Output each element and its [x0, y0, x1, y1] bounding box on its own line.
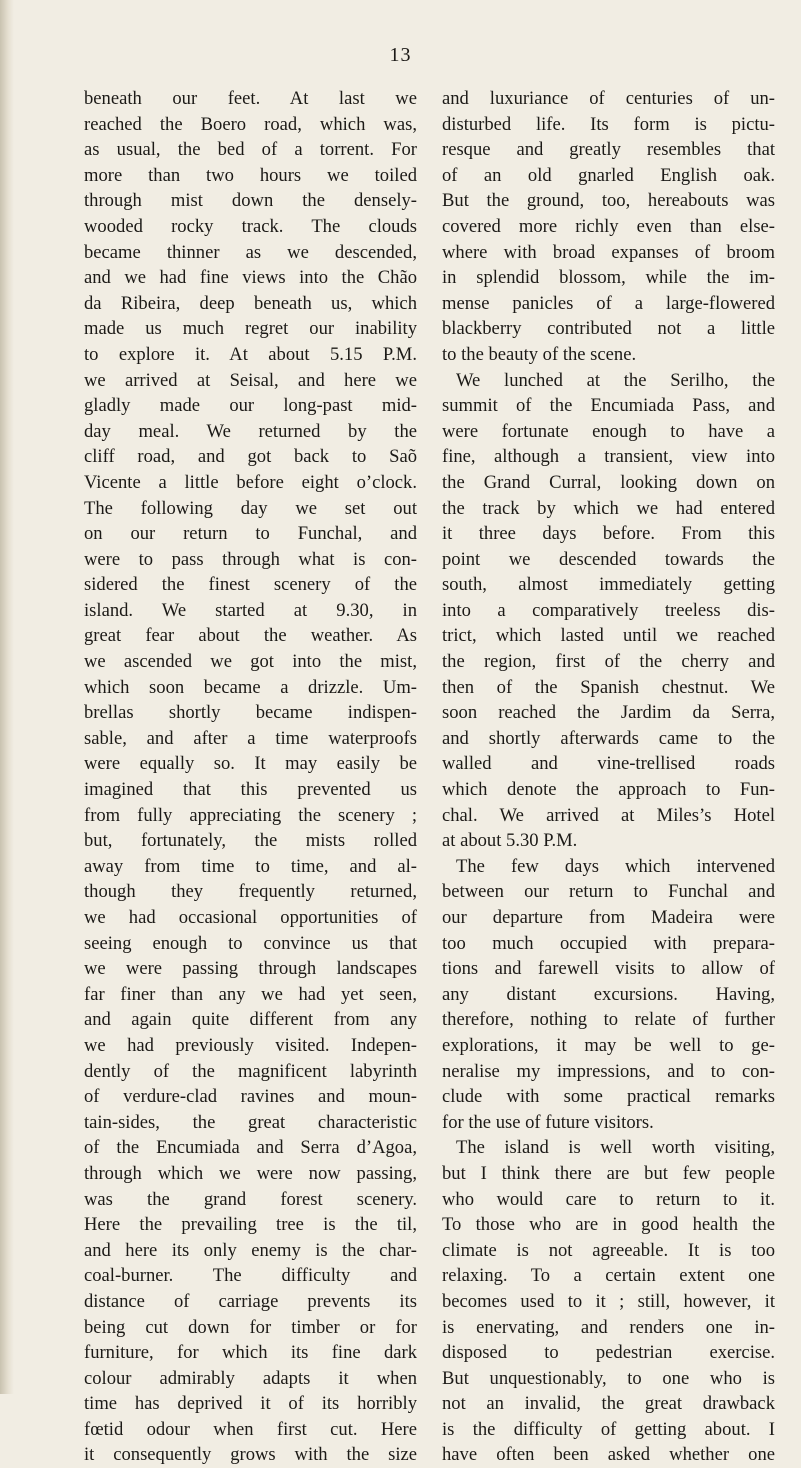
text-line: clude with some practical remarks	[442, 1086, 775, 1108]
text-line: The island is well worth visiting,	[456, 1137, 775, 1159]
text-line: of the Encumiada and Serra d’Agoa,	[84, 1137, 417, 1159]
text-line: at about 5.30 P.M.	[442, 830, 578, 852]
text-line: fine, although a transient, view into	[442, 446, 775, 468]
text-line: neralise my impressions, and to con-	[442, 1060, 775, 1082]
text-line: time has deprived it of its horribly	[84, 1393, 417, 1415]
text-line: were equally so. It may easily be	[84, 753, 417, 775]
text-line: dently of the magnificent labyrinth	[84, 1060, 417, 1082]
text-line: we ascended we got into the mist,	[84, 651, 417, 673]
text-line: any distant excursions. Having,	[442, 983, 775, 1005]
text-line: we had previously visited. Indepen-	[84, 1034, 417, 1056]
text-line: cliff road, and got back to Saõ	[84, 446, 417, 468]
text-line: too much occupied with prepara-	[442, 932, 775, 954]
text-line: brellas shortly became indispen-	[84, 702, 417, 724]
text-line: disturbed life. Its form is pictu-	[442, 113, 775, 135]
text-line: sidered the finest scenery of the	[84, 574, 417, 596]
text-line: imagined that this prevented us	[84, 779, 417, 801]
text-line: soon reached the Jardim da Serra,	[442, 702, 775, 724]
text-line: it three days before. From this	[442, 523, 775, 545]
text-line: in splendid blossom, while the im-	[442, 267, 775, 289]
text-line: we were passing through landscapes	[84, 958, 417, 980]
text-line: coal-burner. The difficulty and	[84, 1265, 417, 1287]
left-text-column	[84, 86, 417, 1468]
text-line: great fear about the weather. As	[84, 625, 417, 647]
text-line: though they frequently returned,	[84, 881, 417, 903]
text-line: of an old gnarled English oak.	[442, 164, 775, 186]
text-line: not an invalid, the great drawback	[442, 1393, 775, 1415]
text-line: climate is not agreeable. It is too	[442, 1239, 775, 1261]
text-line: for the use of future visitors.	[442, 1111, 654, 1133]
text-line: our departure from Madeira were	[442, 907, 775, 928]
text-line: then of the Spanish chestnut. We	[442, 676, 775, 698]
text-line: between our return to Funchal and	[442, 881, 775, 903]
right-text-column	[442, 86, 775, 1468]
text-line: and here its only enemy is the char-	[84, 1239, 417, 1261]
text-line: to the beauty of the scene.	[442, 343, 637, 365]
text-line: trict, which lasted until we reached	[442, 625, 775, 647]
text-line: it consequently grows with the size	[84, 1444, 417, 1466]
text-line: chal. We arrived at Miles’s Hotel	[442, 804, 775, 826]
text-line: into a comparatively treeless dis-	[442, 599, 775, 621]
text-line: disposed to pedestrian exercise.	[442, 1342, 775, 1364]
text-line: sable, and after a time waterproofs	[84, 727, 417, 749]
text-line: the Grand Curral, looking down on	[442, 471, 775, 493]
text-line: To those who are in good health the	[442, 1214, 775, 1236]
text-line: gladly made our long-past mid-	[84, 395, 417, 417]
text-line: But the ground, too, hereabouts was	[442, 190, 775, 212]
text-line: were fortunate enough to have a	[442, 420, 775, 442]
text-line: to explore it. At about 5.15 P.M.	[84, 343, 417, 365]
text-line: we had occasional opportunities of	[84, 907, 417, 928]
text-line: have often been asked whether one	[442, 1444, 775, 1466]
text-line: and shortly afterwards came to the	[442, 727, 775, 749]
text-line: seeing enough to convince us that	[84, 932, 417, 954]
text-line: therefore, nothing to relate of further	[442, 1009, 775, 1031]
text-line: were to pass through what is con-	[84, 548, 417, 570]
text-line: through mist down the densely-	[84, 190, 417, 212]
text-line: of verdure-clad ravines and moun-	[84, 1086, 417, 1108]
text-line: being cut down for timber or for	[84, 1316, 417, 1338]
text-line: da Ribeira, deep beneath us, which	[84, 292, 417, 314]
text-line: the region, first of the cherry and	[442, 651, 775, 673]
text-line: wooded rocky track. The clouds	[84, 215, 417, 237]
text-line: is enervating, and renders one in-	[442, 1316, 775, 1338]
text-line: summit of the Encumiada Pass, and	[442, 395, 775, 417]
text-line: furniture, for which its fine dark	[84, 1342, 417, 1364]
text-line: island. We started at 9.30, in	[84, 599, 417, 621]
text-line: where with broad expanses of broom	[442, 241, 775, 263]
text-line: far finer than any we had yet seen,	[84, 983, 417, 1005]
text-line: Here the prevailing tree is the til,	[84, 1214, 417, 1236]
text-line: from fully appreciating the scenery ;	[84, 804, 417, 826]
text-line: and luxuriance of centuries of un-	[442, 88, 775, 109]
text-line: which denote the approach to Fun-	[442, 779, 775, 801]
text-line: colour admirably adapts it when	[84, 1367, 417, 1389]
text-line: away from time to time, and al-	[84, 855, 417, 877]
text-line: became thinner as we descended,	[84, 241, 417, 263]
text-line: and we had fine views into the Chão	[84, 267, 417, 289]
text-line: covered more richly even than else-	[442, 215, 775, 237]
text-line: on our return to Funchal, and	[84, 523, 417, 545]
text-line: and again quite different from any	[84, 1009, 417, 1031]
text-line: day meal. We returned by the	[84, 420, 417, 442]
text-line: which soon became a drizzle. Um-	[84, 676, 417, 698]
text-line: tain-sides, the great characteristic	[84, 1111, 417, 1133]
text-line: Vicente a little before eight o’clock.	[84, 471, 417, 493]
text-line: as usual, the bed of a torrent. For	[84, 139, 417, 161]
text-line: but, fortunately, the mists rolled	[84, 830, 417, 852]
text-line: blackberry contributed not a little	[442, 318, 775, 340]
text-line: made us much regret our inability	[84, 318, 417, 340]
text-line: explorations, it may be well to ge-	[442, 1034, 775, 1056]
text-line: reached the Boero road, which was,	[84, 113, 417, 135]
text-line: The following day we set out	[84, 497, 417, 519]
text-line: becomes used to it ; still, however, it	[442, 1290, 775, 1312]
text-line: fœtid odour when first cut. Here	[84, 1418, 417, 1440]
text-line: is the difficulty of getting about. I	[442, 1418, 775, 1440]
text-line: through which we were now passing,	[84, 1162, 417, 1184]
text-line: We lunched at the Serilho, the	[456, 369, 775, 391]
text-line: mense panicles of a large-flowered	[442, 292, 775, 314]
text-line: point we descended towards the	[442, 548, 775, 570]
page-binding-edge	[0, 0, 14, 1394]
text-line: who would care to return to it.	[442, 1188, 775, 1210]
text-line: more than two hours we toiled	[84, 164, 417, 186]
text-line: was the grand forest scenery.	[84, 1188, 417, 1210]
text-line: the track by which we had entered	[442, 497, 775, 519]
text-line: The few days which intervened	[456, 855, 775, 877]
text-line: beneath our feet. At last we	[84, 88, 417, 109]
text-line: distance of carriage prevents its	[84, 1290, 417, 1312]
text-line: tions and farewell visits to allow of	[442, 958, 775, 980]
text-line: walled and vine-trellised roads	[442, 753, 775, 775]
text-line: But unquestionably, to one who is	[442, 1367, 775, 1389]
text-line: resque and greatly resembles that	[442, 139, 775, 161]
text-line: south, almost immediately getting	[442, 574, 775, 596]
text-line: but I think there are but few people	[442, 1162, 775, 1184]
text-line: we arrived at Seisal, and here we	[84, 369, 417, 391]
text-line: relaxing. To a certain extent one	[442, 1265, 775, 1287]
page-number: 13	[389, 44, 412, 66]
